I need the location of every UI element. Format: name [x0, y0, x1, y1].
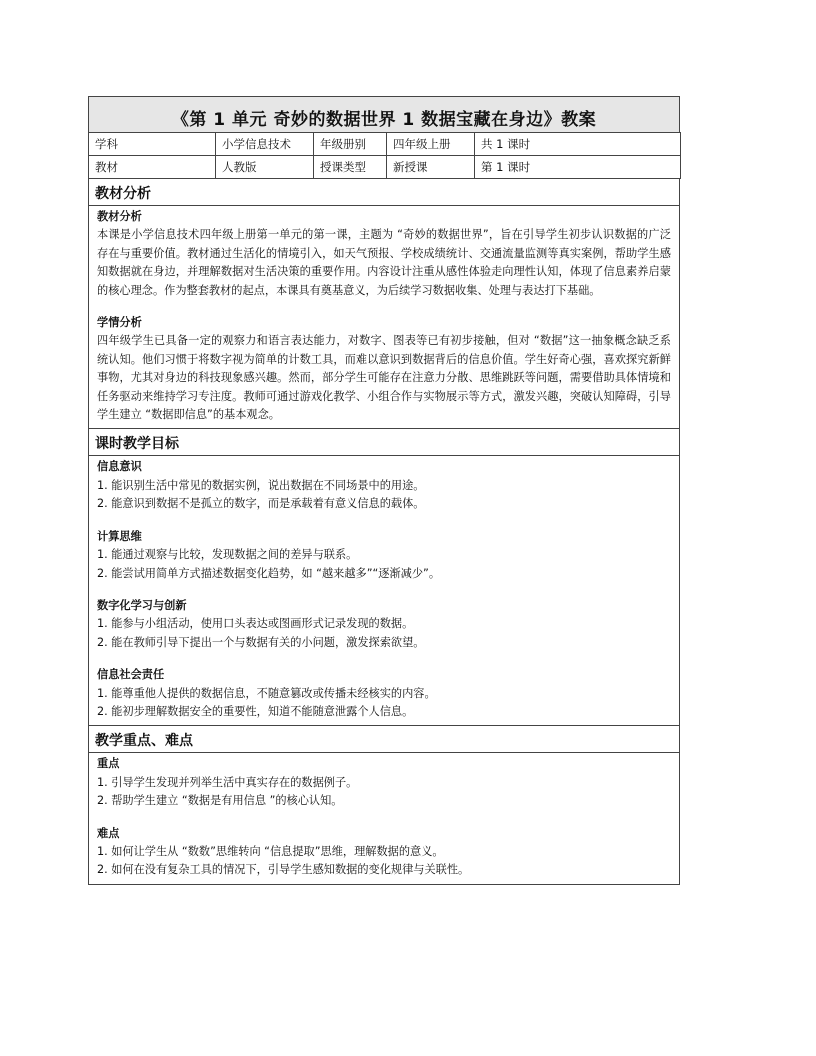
- grade-value: 四年级上册: [387, 133, 475, 156]
- total-periods: 共 1 课时: [475, 133, 681, 156]
- goal-item: 2. 能初步理解数据安全的重要性，知道不能随意泄露个人信息。: [97, 704, 414, 718]
- analysis-section: [88, 179, 680, 429]
- document-title: 《第 1 单元 奇妙的数据世界 1 数据宝藏在身边》教案: [171, 110, 597, 130]
- student-analysis-text: 四年级学生已具备一定的观察力和语言表达能力，对数字、图表等已有初步接触，但对 “数据”这一抽象概念缺乏系统认知。他们习惯于将数字视为简单的计数工具，而难以意识到数据背后的信息价值。学生好奇心强，喜欢探究新鲜事物，尤其对身边的科技现象感兴趣。然而，部分学生可能存在注意力分散、思维跳跃等问题，需要借助具体情境和任务驱动来维持学习专注度。教师可通过游戏化教学、小组合作与实物展示等方式，激发兴趣，突破认知障碍，引导学生建立 “数据即信息”的基本观念。: [97, 334, 671, 422]
- goal-item: 2. 能意识到数据不是孤立的数字，而是承载着有意义信息的载体。: [97, 497, 425, 511]
- lesson-type-label: 授课类型: [314, 156, 387, 179]
- analysis-heading: 教材分析: [89, 179, 679, 206]
- subject-label: 学科: [89, 133, 216, 156]
- goal-item: 1. 能参与小组活动，使用口头表达或图画形式记录发现的数据。: [97, 617, 414, 631]
- material-analysis-text: 本课是小学信息技术四年级上册第一单元的第一课，主题为 “奇妙的数据世界”，旨在引导学生初步认识数据的广泛存在与重要价值。教材通过生活化的情境引入，如天气预报、学校成绩统计、交通流量监测等真实案例，帮助学生感知数据就在身边，并理解数据对生活决策的重要作用。内容设计注重从感性体验走向理性认知，体现了信息素养启蒙的核心理念。作为整套教材的起点，本课具有奠基意义，为后续学习数据收集、处理与表达打下基础。: [97, 228, 671, 297]
- goal-item: 2. 能在教师引导下提出一个与数据有关的小问题，激发探索欲望。: [97, 635, 425, 649]
- keypoints-section: [88, 726, 680, 884]
- goal-group-title: 计算思维: [97, 529, 142, 543]
- goal-group-title: 信息社会责任: [97, 668, 165, 682]
- title-bar: [88, 96, 680, 132]
- textbook-label: 教材: [89, 156, 216, 179]
- keypoints-heading: 教学重点、难点: [89, 726, 679, 753]
- keypoint-item: 2. 帮助学生建立 “数据是有用信息 ”的核心认知。: [97, 794, 343, 808]
- goal-item: 1. 能尊重他人提供的数据信息，不随意篡改或传播未经核实的内容。: [97, 686, 436, 700]
- current-period: 第 1 课时: [475, 156, 681, 179]
- subject-value: 小学信息技术: [216, 133, 314, 156]
- goal-group-title: 数字化学习与创新: [97, 598, 187, 612]
- meta-row-1: [89, 133, 681, 156]
- keypoint-group-title: 难点: [97, 826, 120, 840]
- keypoint-item: 1. 如何让学生从 “数数”思维转向 “信息提取”思维，理解数据的意义。: [97, 844, 444, 858]
- student-analysis-title: 学情分析: [97, 316, 142, 330]
- material-analysis-title: 教材分析: [97, 210, 142, 223]
- goal-item: 1. 能通过观察与比较，发现数据之间的差异与联系。: [97, 548, 358, 562]
- lesson-type-value: 新授课: [387, 156, 475, 179]
- lesson-plan-document: [88, 96, 680, 885]
- goals-section: [88, 429, 680, 726]
- keypoint-group-title: 重点: [97, 757, 120, 771]
- meta-row-2: [89, 156, 681, 179]
- textbook-value: 人教版: [216, 156, 314, 179]
- goal-item: 2. 能尝试用简单方式描述数据变化趋势，如 “越来越多”“逐渐减少”。: [97, 566, 441, 580]
- keypoint-item: 2. 如何在没有复杂工具的情况下，引导学生感知数据的变化规律与关联性。: [97, 863, 470, 877]
- keypoint-item: 1. 引导学生发现并列举生活中真实存在的数据例子。: [97, 775, 358, 789]
- meta-table: [88, 132, 681, 179]
- grade-label: 年级册别: [314, 133, 387, 156]
- goals-heading: 课时教学目标: [89, 429, 679, 456]
- goal-group-title: 信息意识: [97, 460, 142, 474]
- goal-item: 1. 能识别生活中常见的数据实例，说出数据在不同场景中的用途。: [97, 478, 425, 492]
